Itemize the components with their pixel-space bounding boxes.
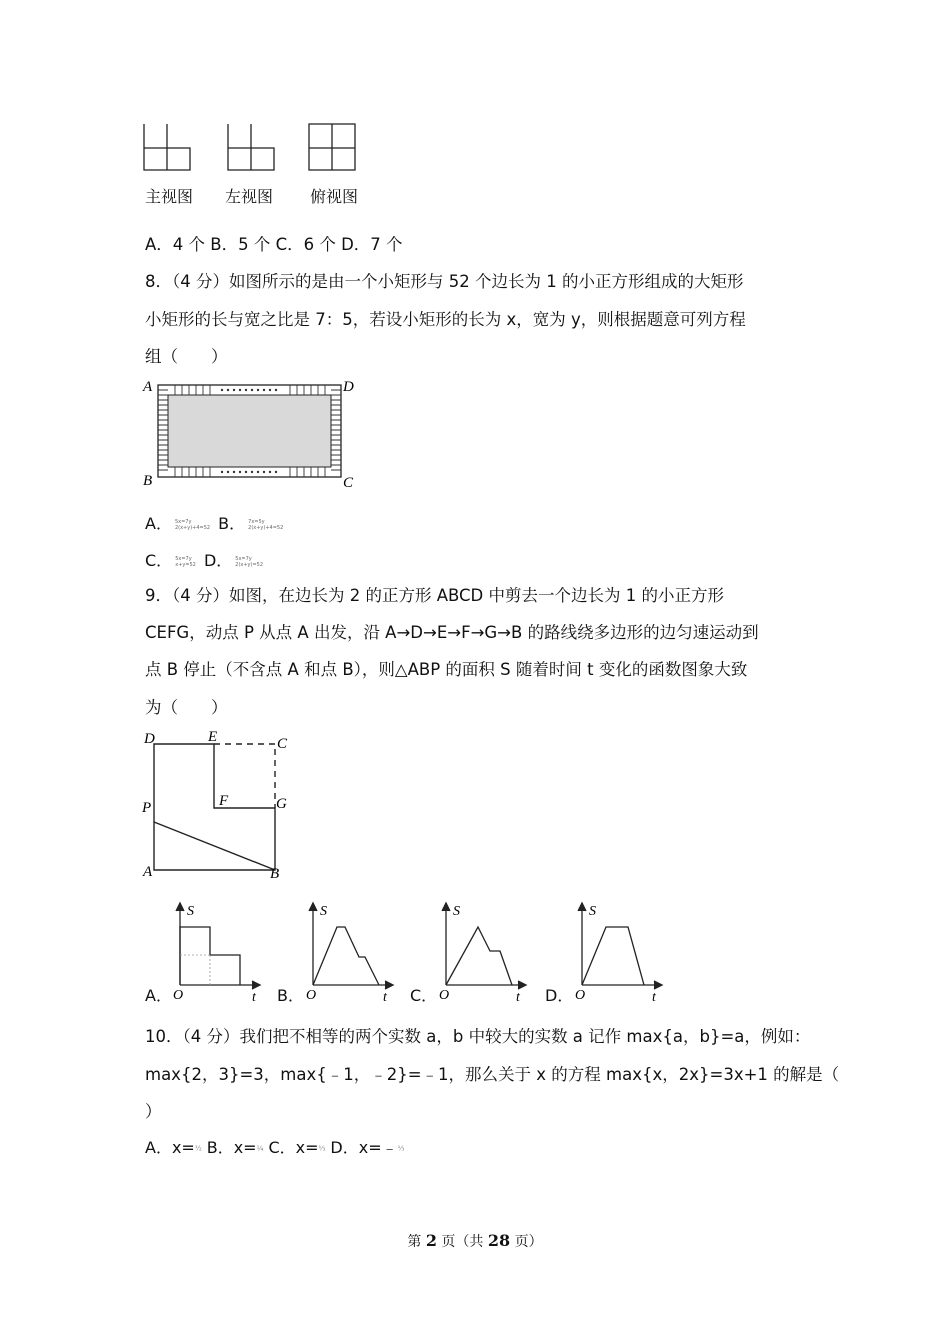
q9-graph-d [572,895,672,1005]
footer-prefix: 第 [407,1234,426,1250]
q8-label-b: B [143,473,153,489]
q8-rectangle-figure [140,375,360,495]
q9-graph-a-o-label: O [173,988,184,1003]
q9-option-c: C． [410,986,438,1005]
q9-graph-a-s-label: S [187,904,194,919]
q8-system-d: 5x=7y 2(x+y)=52 [235,555,264,568]
q10-option-a: A．x= [145,1138,195,1157]
page-footer [0,1231,950,1251]
q10-option-c-frac: ⅓ [318,1144,326,1153]
q9-graph-c [436,895,536,1005]
q9-graph-d-o-label: O [575,988,586,1003]
q8-system-c: 5x=7y x+y=52 [175,555,196,568]
q10-option-d-frac: ⅓ [397,1144,405,1153]
q9-label-g: G [276,796,287,812]
q9-graph-b [303,895,403,1005]
q9-graph-c-t-label: t [516,990,520,1005]
q10-line2: max{2，3}=3，max{﹣1，﹣2}=﹣1，那么关于 x 的方程 max{x，2x}=3x+1 的解是（ [145,1065,840,1084]
q10-option-c: C．x= [268,1138,319,1157]
q10-line3: ） [145,1102,162,1121]
q9-option-a: A． [145,986,172,1005]
q8-system-b: 7x=5y 2(x+y)+4=52 [248,518,284,531]
q9-graph-b-s-label: S [320,904,327,919]
q9-label-d: D [144,731,155,747]
q9-label-p: P [142,800,152,816]
q9-graph-d-t-label: t [652,990,656,1005]
q10-options [145,1136,404,1161]
q8-option-c: C． [145,551,173,570]
q8-line1: 8．（4 分）如图所示的是由一个小矩形与 52 个边长为 1 的小正方形组成的大矩形 [145,272,744,291]
q9-graph-d-s-label: S [589,904,596,919]
q9-line1: 9．（4 分）如图，在边长为 2 的正方形 ABCD 中剪去一个边长为 1 的小正方形 [145,586,724,605]
q8-line3: 组（ ） [145,347,228,366]
q9-graph-a [170,895,270,1005]
q8-option-a: A． [145,514,172,533]
top-view [309,124,355,170]
front-view-label: 主视图 [145,187,194,206]
q9-line3: 点 B 停止（不含点 A 和点 B），则△ABP 的面积 S 随着时间 t 变化的函数图象大致 [145,660,748,679]
q9-graph-c-s-label: S [453,904,460,919]
q9-option-d: D． [545,986,574,1005]
q9-label-a: A [143,864,153,880]
q7-options: A．4 个 B．5 个 C．6 个 D．7 个 [145,235,403,254]
q10-option-a-frac: ½ [194,1144,202,1153]
front-view [144,124,190,170]
q9-label-c: C [277,736,288,752]
q9-line4: 为（ ） [145,698,228,717]
q8-label-d: D [343,379,354,395]
q9-label-b: B [270,866,280,882]
q8-options-row2 [145,549,266,573]
q9-line2: CEFG，动点 P 从点 A 出发，沿 A→D→E→F→G→B 的路线绕多边形的边匀速运动到 [145,623,759,642]
q8-system-a: 5x=7y 2(x+y)+4=52 [174,518,211,531]
left-view-label: 左视图 [225,187,274,206]
q8-option-d: D． [203,551,233,570]
footer-page-number: 2 [425,1231,437,1250]
q10-line1: 10．（4 分）我们把不相等的两个实数 a，b 中较大的实数 a 记作 max{a，b}=a，例如： [145,1027,811,1046]
q10-option-d: D．x=﹣ [330,1138,398,1157]
q9-graph-a-t-label: t [252,990,256,1005]
q9-option-b: B． [277,986,304,1005]
q9-graph-b-o-label: O [306,988,317,1003]
q8-label-a: A [143,379,153,395]
q8-line2: 小矩形的长与宽之比是 7：5，若设小矩形的长为 x，宽为 y，则根据题意可列方程 [145,310,746,329]
footer-total-pages: 28 [487,1231,511,1250]
q9-square-figure [140,728,300,883]
q9-graph-c-o-label: O [439,988,450,1003]
q9-label-f: F [219,793,229,809]
top-view-label: 俯视图 [310,187,359,206]
q10-option-b: B．x= [206,1138,257,1157]
left-view [228,124,274,170]
q8-options-row1 [145,512,286,536]
q8-label-c: C [343,475,354,491]
footer-suffix: 页） [510,1234,543,1250]
q9-graph-b-t-label: t [383,990,387,1005]
q8-option-b: B． [218,514,246,533]
q9-label-e: E [208,729,218,745]
q10-option-b-frac: ¼ [256,1144,264,1153]
footer-middle: 页（共 [436,1234,488,1250]
